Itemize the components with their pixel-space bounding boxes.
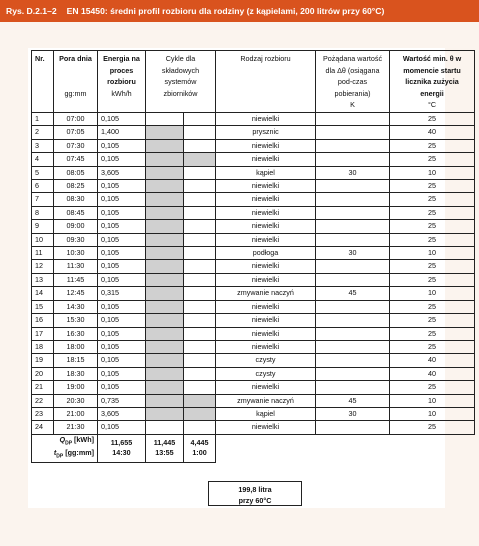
header-nr: Nr. [32, 51, 54, 113]
row-min-temp: 25 [390, 206, 475, 219]
row-time: 18:30 [54, 367, 98, 380]
row-min-temp: 25 [390, 260, 475, 273]
row-type: niewielki [216, 381, 316, 394]
row-nr: 21 [32, 381, 54, 394]
row-nr: 5 [32, 166, 54, 179]
row-nr: 4 [32, 153, 54, 166]
header-time: Pora dnia gg:mm [54, 51, 98, 113]
row-min-temp: 25 [390, 180, 475, 193]
row-cycle-2 [184, 340, 216, 353]
row-min-temp: 25 [390, 273, 475, 286]
row-min-temp: 10 [390, 287, 475, 300]
row-delta [316, 153, 390, 166]
row-delta [316, 220, 390, 233]
table-row [32, 381, 475, 394]
row-type: niewielki [216, 273, 316, 286]
table-body [32, 113, 475, 435]
row-type: niewielki [216, 327, 316, 340]
row-cycle-1 [146, 421, 184, 434]
row-min-temp: 10 [390, 394, 475, 407]
row-delta [316, 233, 390, 246]
row-energy: 0,105 [98, 273, 146, 286]
row-nr: 24 [32, 421, 54, 434]
summary-labels: $Q_{DP}$ [kWh] $t_{DP}$ [gg:mm] [32, 434, 98, 462]
table-row [32, 421, 475, 434]
row-min-temp: 25 [390, 220, 475, 233]
summary-row [32, 434, 475, 462]
row-energy: 0,105 [98, 421, 146, 434]
row-energy: 0,105 [98, 367, 146, 380]
row-cycle-1 [146, 273, 184, 286]
row-cycle-2 [184, 166, 216, 179]
row-time: 11:45 [54, 273, 98, 286]
row-nr: 2 [32, 126, 54, 139]
row-time: 09:30 [54, 233, 98, 246]
row-nr: 13 [32, 273, 54, 286]
row-energy: 0,105 [98, 180, 146, 193]
figure-number: Rys. D.2.1–2 [6, 6, 57, 16]
row-time: 09:00 [54, 220, 98, 233]
table-row [32, 220, 475, 233]
row-nr: 9 [32, 220, 54, 233]
row-nr: 16 [32, 314, 54, 327]
row-delta [316, 273, 390, 286]
table-row [32, 287, 475, 300]
row-energy: 1,400 [98, 126, 146, 139]
row-time: 18:15 [54, 354, 98, 367]
row-delta [316, 139, 390, 152]
row-cycle-2 [184, 193, 216, 206]
row-delta [316, 421, 390, 434]
row-cycle-2 [184, 327, 216, 340]
draw-off-profile-table [31, 50, 475, 463]
row-energy: 0,105 [98, 354, 146, 367]
row-cycle-2 [184, 139, 216, 152]
row-cycle-1 [146, 126, 184, 139]
row-nr: 17 [32, 327, 54, 340]
total-volume-box: 199,8 litra przy 60°C [208, 481, 302, 506]
row-cycle-2 [184, 273, 216, 286]
table-row [32, 193, 475, 206]
row-type: zmywanie naczyń [216, 394, 316, 407]
row-energy: 3,605 [98, 407, 146, 420]
row-energy: 0,105 [98, 206, 146, 219]
row-min-temp: 40 [390, 126, 475, 139]
row-delta: 30 [316, 407, 390, 420]
row-cycle-2 [184, 367, 216, 380]
row-delta [316, 193, 390, 206]
row-delta: 30 [316, 247, 390, 260]
row-cycle-2 [184, 314, 216, 327]
header-cycles: Cykle dla składowych systemów zbiorników [146, 51, 216, 113]
row-time: 19:00 [54, 381, 98, 394]
row-time: 21:30 [54, 421, 98, 434]
table-row [32, 354, 475, 367]
row-nr: 15 [32, 300, 54, 313]
row-min-temp: 25 [390, 153, 475, 166]
row-min-temp: 10 [390, 166, 475, 179]
table-row [32, 139, 475, 152]
row-cycle-2 [184, 260, 216, 273]
header-energy: Energia na proces rozbioru kWh/h [98, 51, 146, 113]
row-energy: 0,105 [98, 381, 146, 394]
table-row [32, 153, 475, 166]
row-nr: 1 [32, 113, 54, 126]
row-cycle-1 [146, 180, 184, 193]
row-cycle-1 [146, 354, 184, 367]
row-min-temp: 25 [390, 421, 475, 434]
summary-cycle-1: 11,445 13:55 [146, 434, 184, 462]
header-delta: Pożądana wartość dla Δθ (osiągana pod-czas pobierania) K [316, 51, 390, 113]
row-cycle-1 [146, 139, 184, 152]
row-energy: 0,105 [98, 300, 146, 313]
row-type: czysty [216, 367, 316, 380]
row-min-temp: 25 [390, 113, 475, 126]
header-type: Rodzaj rozbioru [216, 51, 316, 113]
table-row [32, 394, 475, 407]
row-energy: 0,105 [98, 153, 146, 166]
row-energy: 0,735 [98, 394, 146, 407]
row-min-temp: 25 [390, 233, 475, 246]
table-row [32, 273, 475, 286]
row-type: niewielki [216, 180, 316, 193]
row-type: niewielki [216, 233, 316, 246]
row-min-temp: 25 [390, 139, 475, 152]
row-cycle-2 [184, 247, 216, 260]
row-time: 10:30 [54, 247, 98, 260]
row-energy: 0,105 [98, 314, 146, 327]
row-delta [316, 340, 390, 353]
table-row [32, 367, 475, 380]
row-delta [316, 327, 390, 340]
row-delta [316, 126, 390, 139]
row-time: 18:00 [54, 340, 98, 353]
row-time: 07:45 [54, 153, 98, 166]
row-nr: 19 [32, 354, 54, 367]
row-type: czysty [216, 354, 316, 367]
row-delta [316, 300, 390, 313]
row-cycle-1 [146, 367, 184, 380]
row-cycle-1 [146, 220, 184, 233]
row-nr: 7 [32, 193, 54, 206]
table-row [32, 233, 475, 246]
summary-cycle-2: 4,445 1:00 [184, 434, 216, 462]
row-type: niewielki [216, 300, 316, 313]
row-nr: 20 [32, 367, 54, 380]
row-type: niewielki [216, 421, 316, 434]
header-min-temp: Wartość min. θ w momencie startu licznika zużycia energii °C [390, 51, 475, 113]
row-energy: 0,105 [98, 193, 146, 206]
row-cycle-2 [184, 206, 216, 219]
row-time: 15:30 [54, 314, 98, 327]
row-time: 11:30 [54, 260, 98, 273]
row-energy: 0,105 [98, 139, 146, 152]
row-cycle-1 [146, 407, 184, 420]
row-nr: 23 [32, 407, 54, 420]
row-type: niewielki [216, 314, 316, 327]
row-cycle-1 [146, 233, 184, 246]
row-time: 14:30 [54, 300, 98, 313]
row-energy: 0,105 [98, 220, 146, 233]
table-row [32, 113, 475, 126]
row-cycle-2 [184, 354, 216, 367]
row-cycle-1 [146, 260, 184, 273]
row-cycle-2 [184, 153, 216, 166]
row-cycle-1 [146, 287, 184, 300]
row-nr: 6 [32, 180, 54, 193]
row-cycle-1 [146, 300, 184, 313]
table-row [32, 260, 475, 273]
row-delta [316, 113, 390, 126]
row-cycle-2 [184, 287, 216, 300]
row-delta [316, 314, 390, 327]
row-min-temp: 25 [390, 340, 475, 353]
row-cycle-1 [146, 394, 184, 407]
row-cycle-1 [146, 193, 184, 206]
row-type: niewielki [216, 260, 316, 273]
row-energy: 0,105 [98, 327, 146, 340]
row-cycle-2 [184, 394, 216, 407]
row-min-temp: 25 [390, 327, 475, 340]
row-cycle-2 [184, 220, 216, 233]
row-cycle-2 [184, 126, 216, 139]
row-min-temp: 25 [390, 193, 475, 206]
row-min-temp: 10 [390, 407, 475, 420]
row-cycle-1 [146, 314, 184, 327]
row-type: niewielki [216, 153, 316, 166]
row-cycle-1 [146, 247, 184, 260]
row-type: niewielki [216, 206, 316, 219]
row-nr: 22 [32, 394, 54, 407]
row-energy: 0,105 [98, 233, 146, 246]
row-min-temp: 25 [390, 300, 475, 313]
row-time: 08:45 [54, 206, 98, 219]
row-time: 07:00 [54, 113, 98, 126]
row-cycle-2 [184, 407, 216, 420]
row-energy: 0,105 [98, 113, 146, 126]
row-cycle-1 [146, 327, 184, 340]
row-delta [316, 367, 390, 380]
row-delta: 30 [316, 166, 390, 179]
row-cycle-1 [146, 340, 184, 353]
row-cycle-1 [146, 113, 184, 126]
table-row [32, 300, 475, 313]
row-delta [316, 260, 390, 273]
row-time: 21:00 [54, 407, 98, 420]
table-row [32, 340, 475, 353]
summary-energy: 11,655 14:30 [98, 434, 146, 462]
row-cycle-1 [146, 206, 184, 219]
figure-title-bar [0, 0, 479, 22]
row-delta: 45 [316, 287, 390, 300]
row-type: niewielki [216, 220, 316, 233]
row-time: 08:05 [54, 166, 98, 179]
row-type: niewielki [216, 139, 316, 152]
row-delta [316, 206, 390, 219]
row-nr: 10 [32, 233, 54, 246]
row-min-temp: 40 [390, 354, 475, 367]
row-nr: 18 [32, 340, 54, 353]
row-energy: 0,105 [98, 260, 146, 273]
row-time: 20:30 [54, 394, 98, 407]
row-delta [316, 354, 390, 367]
row-type: niewielki [216, 193, 316, 206]
row-time: 12:45 [54, 287, 98, 300]
row-min-temp: 10 [390, 247, 475, 260]
row-time: 16:30 [54, 327, 98, 340]
table-row [32, 166, 475, 179]
table-row [32, 407, 475, 420]
table-row [32, 327, 475, 340]
row-cycle-1 [146, 153, 184, 166]
table-row [32, 206, 475, 219]
row-cycle-2 [184, 421, 216, 434]
row-nr: 3 [32, 139, 54, 152]
row-energy: 3,605 [98, 166, 146, 179]
table-row [32, 126, 475, 139]
row-time: 07:30 [54, 139, 98, 152]
row-energy: 0,315 [98, 287, 146, 300]
row-nr: 8 [32, 206, 54, 219]
row-cycle-2 [184, 113, 216, 126]
row-time: 08:25 [54, 180, 98, 193]
row-time: 08:30 [54, 193, 98, 206]
row-energy: 0,105 [98, 340, 146, 353]
row-cycle-2 [184, 180, 216, 193]
row-type: podłoga [216, 247, 316, 260]
table-row [32, 247, 475, 260]
row-type: kąpiel [216, 407, 316, 420]
row-delta [316, 180, 390, 193]
row-energy: 0,105 [98, 247, 146, 260]
row-nr: 14 [32, 287, 54, 300]
row-type: prysznic [216, 126, 316, 139]
row-nr: 11 [32, 247, 54, 260]
row-type: zmywanie naczyń [216, 287, 316, 300]
row-type: niewielki [216, 340, 316, 353]
row-type: kąpiel [216, 166, 316, 179]
row-delta [316, 381, 390, 394]
row-cycle-2 [184, 233, 216, 246]
table-row [32, 314, 475, 327]
row-nr: 12 [32, 260, 54, 273]
row-min-temp: 25 [390, 314, 475, 327]
row-cycle-2 [184, 300, 216, 313]
figure-title: EN 15450: średni profil rozbioru dla rodziny (z kąpielami, 200 litrów przy 60°C) [66, 6, 385, 16]
row-cycle-1 [146, 166, 184, 179]
table-row [32, 180, 475, 193]
row-min-temp: 25 [390, 381, 475, 394]
row-min-temp: 40 [390, 367, 475, 380]
row-cycle-2 [184, 381, 216, 394]
row-delta: 45 [316, 394, 390, 407]
row-type: niewielki [216, 113, 316, 126]
row-time: 07:05 [54, 126, 98, 139]
row-cycle-1 [146, 381, 184, 394]
